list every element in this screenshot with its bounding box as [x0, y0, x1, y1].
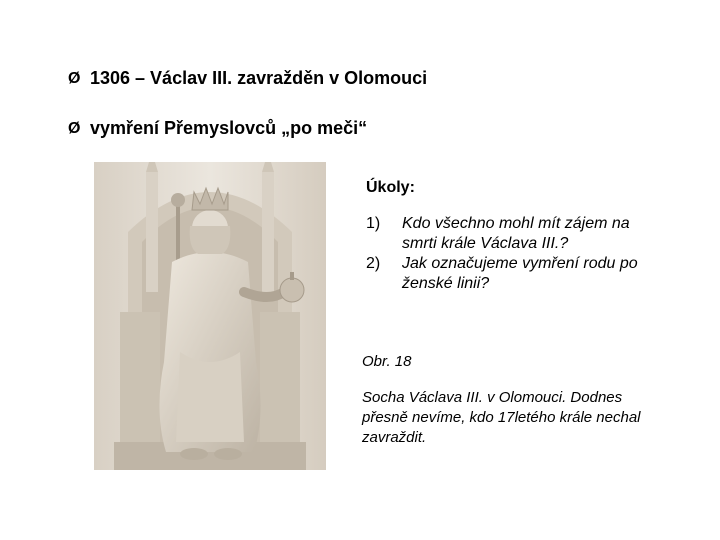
- statue-illustration: [94, 162, 326, 470]
- tasks-heading: Úkoly:: [366, 179, 415, 196]
- arrowhead-bullet-icon: Ø: [68, 119, 81, 137]
- bullet-line-2: [68, 118, 367, 139]
- figure-caption-block: [362, 352, 642, 448]
- task-number-1: 1): [366, 215, 381, 232]
- task-item-2: [366, 254, 652, 294]
- bullet-text-1: 1306 – Václav III. zavražděn v Olomouci: [90, 68, 428, 88]
- arrowhead-bullet-icon: Ø: [68, 69, 81, 87]
- bullet-line-1: [68, 68, 427, 89]
- figure-label: Obr. 18: [362, 353, 412, 370]
- statue-photo: [94, 162, 326, 470]
- task-text-2: Jak označujeme vymření rodu po ženské linii?: [402, 255, 638, 292]
- figure-caption: Socha Václava III. v Olomouci. Dodnes přesně nevíme, kdo 17letého krále nechal zavraždit.: [362, 389, 641, 446]
- task-number-2: 2): [366, 255, 381, 272]
- task-item-1: [366, 214, 652, 254]
- bullet-text-2: vymření Přemyslovců „po meči“: [90, 118, 368, 138]
- task-text-1: Kdo všechno mohl mít zájem na smrti krále Václava III.?: [402, 215, 630, 252]
- tasks-block: [366, 178, 652, 294]
